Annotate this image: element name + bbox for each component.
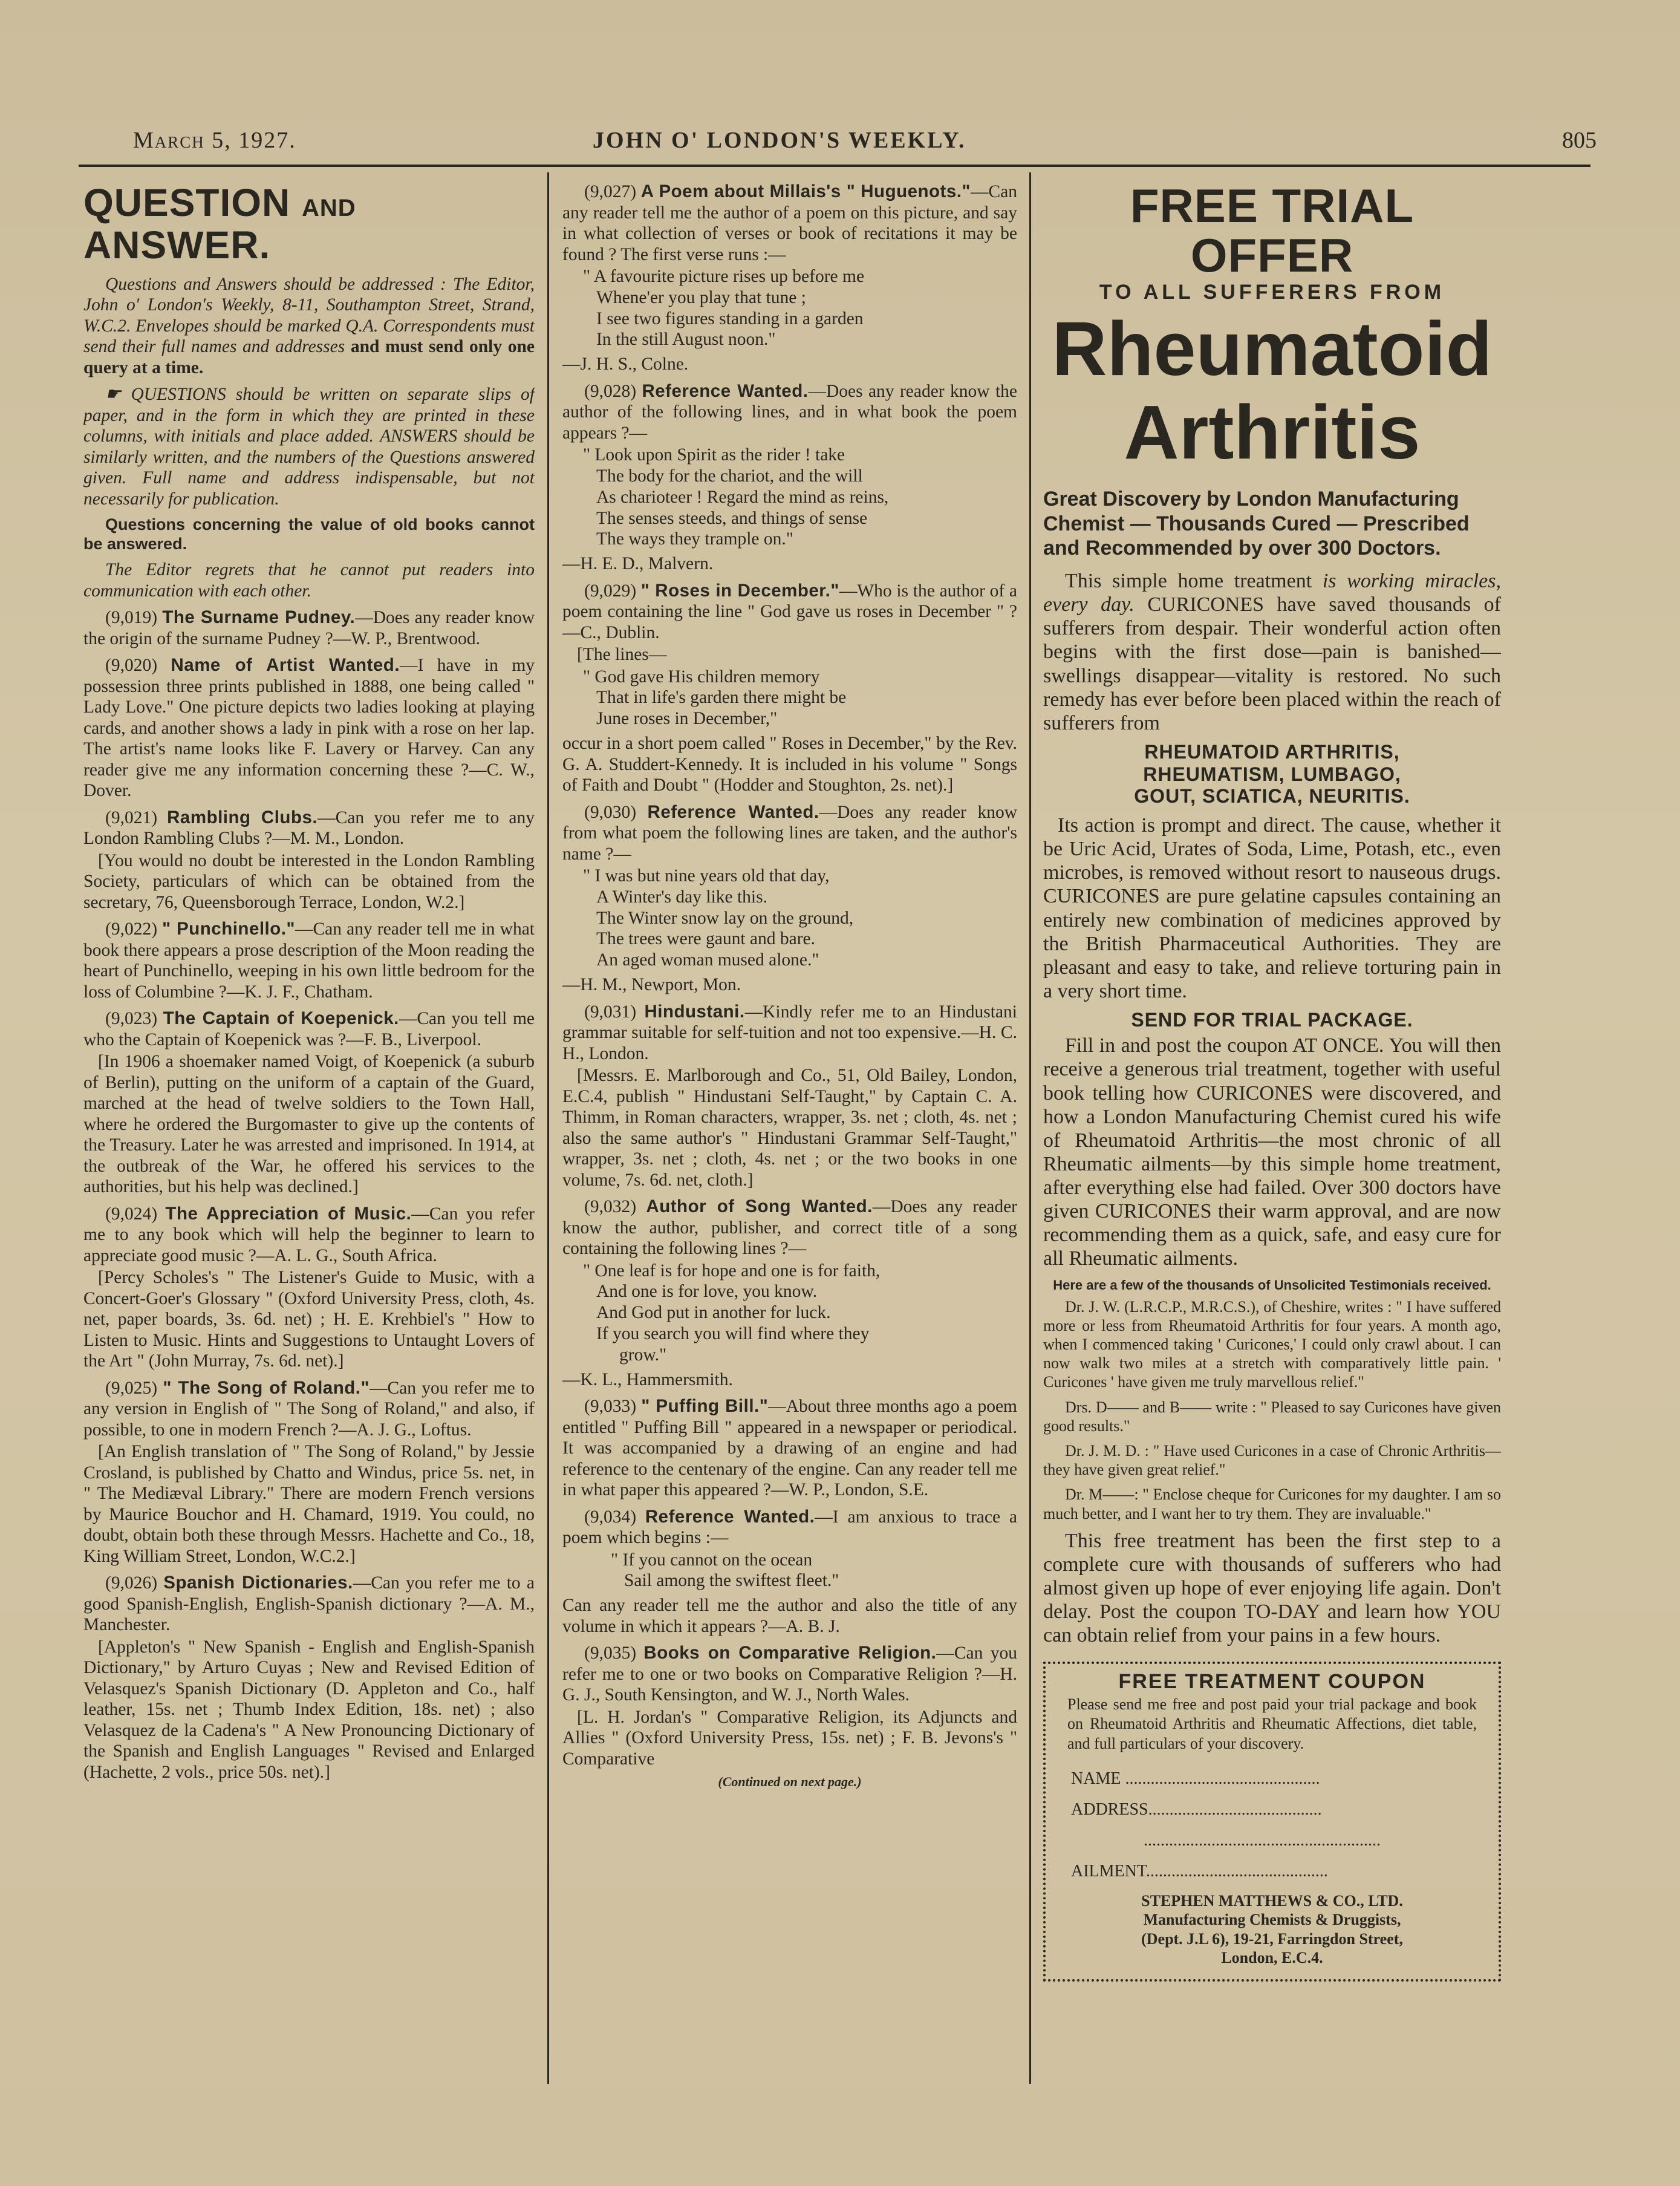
ad-ailment: GOUT, SCIATICA, NEURITIS. bbox=[1134, 785, 1410, 808]
verse-line: " Look upon Spirit as the rider ! take bbox=[583, 445, 845, 465]
company-line: London, E.C.4. bbox=[1221, 1948, 1323, 1966]
title-word-answer: ANSWER. bbox=[83, 223, 271, 267]
question-heading: A Poem about Millais's " Huguenots." bbox=[640, 181, 971, 201]
coupon-ailment-field: AILMENT........................................... bbox=[1071, 1862, 1328, 1881]
question-text: —About three months ago a poem entitled " Puffing Bill " appeared in a newspaper or periodical. It was accompanied by a drawing of an engine and had reference to the centenary of the engine. Can any reader tell me in what paper this appeared ?—W. P., London, S.E. bbox=[562, 1397, 1017, 1500]
coupon-title-wrap bbox=[1067, 1670, 1477, 1695]
verse-line: That in life's garden there might be bbox=[596, 688, 847, 708]
ad-testimonials-heading: Here are a few of the thousands of Unsolicited Testimonials received. bbox=[1053, 1277, 1491, 1293]
company-line: (Dept. J.L 6), 19-21, Farringdon Street, bbox=[1141, 1930, 1403, 1948]
ad-testimonial: Dr. M——: " Enclose cheque for Curicones for my daughter. I am so much better, and I want her to try them. They are invaluable." bbox=[1043, 1486, 1501, 1522]
question-number: (9,025) bbox=[105, 1378, 158, 1398]
question-9035 bbox=[562, 1643, 1017, 1706]
verse-line: The Winter snow lay on the ground, bbox=[596, 908, 854, 928]
intro-address-text: Questions and Answers should be addressed : The Editor, John o' London's Weekly, 8-11, Southampton Street, Strand, W.C.2. Envelopes should be marked Q.A. Correspondents must send their full names and addresses bbox=[83, 274, 535, 357]
question-9021 bbox=[83, 808, 535, 849]
advertisement bbox=[1043, 181, 1501, 2087]
question-9028 bbox=[562, 381, 1017, 444]
coupon-address-field: ADDRESS......................................... bbox=[1071, 1800, 1322, 1819]
verse-line: And God put in another for luck. bbox=[596, 1303, 831, 1323]
verse-line: If you search you will find where they bbox=[596, 1323, 870, 1343]
question-9020 bbox=[83, 655, 535, 801]
section-title bbox=[83, 181, 535, 267]
ad-testimonial: Dr. J. M. D. : " Have used Curicones in a case of Chronic Arthritis—they have given great relief." bbox=[1043, 1442, 1501, 1479]
verse-line: The senses steeds, and things of sense bbox=[596, 508, 868, 528]
question-heading: Reference Wanted. bbox=[647, 801, 819, 822]
ad-subheadline: TO ALL SUFFERERS FROM bbox=[1099, 280, 1445, 304]
question-number: (9,032) bbox=[584, 1197, 637, 1217]
answer-9021: [You would no doubt be interested in the London Rambling Society, particulars of which can be obtained from the secretary, 76, Queensborough Terrace, London, W.2.] bbox=[83, 850, 535, 912]
header-rule bbox=[79, 165, 1590, 167]
signature-9030: —H. M., Newport, Mon. bbox=[562, 975, 741, 995]
verse-line: As charioteer ! Regard the mind as reins, bbox=[596, 487, 889, 507]
question-9023 bbox=[83, 1008, 535, 1050]
treatment-coupon bbox=[1043, 1662, 1501, 1982]
question-9033 bbox=[562, 1396, 1017, 1501]
ad-ailment: RHEUMATISM, LUMBAGO, bbox=[1143, 763, 1401, 785]
coupon-address-line-2: ........................................................ bbox=[1144, 1831, 1381, 1850]
page-header bbox=[85, 127, 1597, 163]
question-number: (9,029) bbox=[584, 581, 637, 601]
answer-9023: [In 1906 a shoemaker named Voigt, of Koepenick (a suburb of Berlin), putting on the uniform of a captain of the Guard, marched at the head of twelve soldiers to the Town Hall, where he ordered the Burgomaster to give up the contents of the Treasury. Later he was arrested and imprisoned. In 1914, at the outbreak of the War, he offered his services to the authorities, but his help was declined.] bbox=[83, 1052, 535, 1197]
question-9031 bbox=[562, 1002, 1017, 1065]
question-9030 bbox=[562, 802, 1017, 865]
question-number: (9,024) bbox=[105, 1204, 158, 1224]
question-heading: The Surname Pudney. bbox=[162, 607, 356, 628]
question-heading: Author of Song Wanted. bbox=[646, 1196, 873, 1217]
verse-line: Sail among the swiftest fleet." bbox=[624, 1571, 839, 1591]
ad-send-heading: SEND FOR TRIAL PACKAGE. bbox=[1131, 1008, 1413, 1031]
question-heading: " Puffing Bill." bbox=[641, 1396, 769, 1417]
verse-9029 bbox=[562, 667, 1017, 729]
question-number: (9,019) bbox=[105, 608, 158, 628]
intro-value-notice: Questions concerning the value of old books cannot be answered. bbox=[83, 515, 535, 553]
ad-text: This simple home treatment bbox=[1065, 570, 1323, 593]
answer-9029: occur in a short poem called " Roses in December," by the Rev. G. A. Studdert-Kennedy. It is included in his volume " Songs of Faith and Doubt " (Hodder and Stoughton, 2s. net).] bbox=[562, 734, 1017, 795]
intro-regret: The Editor regrets that he cannot put readers into communication with each other. bbox=[83, 560, 535, 601]
question-text: —Can any reader tell me in what book there appears a prose description of the Moon reading the heart of Punchinello, weeping in his own little bedroom for the loss of Columbine ?—K. J. F., Chatham. bbox=[83, 919, 535, 1002]
question-text: —Does any reader know the author of the following lines, and in what book the poem appears ?— bbox=[562, 381, 1017, 443]
ad-paragraph-4: This free treatment has been the first step to a complete cure with thousands of sufferers who had almost given up hope of ever enjoying life again. Don't delay. Post the coupon TO-DAY and learn how YOU can obtain relief from your pains in a few hours. bbox=[1043, 1529, 1501, 1647]
verse-9030 bbox=[562, 866, 1017, 971]
followup-9034: Can any reader tell me the author and also the title of any volume in which it appears ?—A. B. J. bbox=[562, 1596, 1017, 1636]
question-heading: Rambling Clubs. bbox=[167, 807, 318, 827]
question-9024 bbox=[83, 1204, 535, 1267]
ad-testimonial: Drs. D—— and B—— write : " Pleased to say Curicones have given good results." bbox=[1043, 1398, 1501, 1435]
answer-9026: [Appleton's " New Spanish - English and English-Spanish Dictionary," by Arturo Cuyas ; New and Revised Edition of Velasquez's Spanish Dictionary (D. Appleton and Co., half leather, 15s. net ; Thumb Index Edition, 18s. net) ; also Velasquez de la Cadena's " A New Pronouncing Dictionary of the Spanish and English Languages " Revised and Enlarged (Hachette, 2 vols., price 50s. net).] bbox=[83, 1637, 535, 1782]
intro-address-bold: and must send only one query at a time. bbox=[83, 337, 535, 377]
question-text: —Does any reader know the author, publisher, and correct title of a song containing the following lines ?— bbox=[562, 1197, 1017, 1259]
question-heading: " The Song of Roland." bbox=[163, 1377, 370, 1398]
question-number: (9,022) bbox=[105, 919, 158, 939]
coupon-text: Please send me free and post paid your trial package and book on Rheumatoid Arthritis and Rheumatic Affections, diet table, and full particulars of your discovery. bbox=[1067, 1695, 1477, 1752]
question-heading: " Punchinello." bbox=[162, 919, 295, 939]
ad-ailment-list bbox=[1043, 741, 1501, 808]
title-word-and: AND bbox=[302, 195, 356, 221]
question-text: —Can you refer me to any book which will help the beginner to learn to appreciate good music ?—A. L. G., South Africa. bbox=[83, 1204, 535, 1265]
coupon-name-field: NAME .............................................. bbox=[1071, 1769, 1320, 1789]
question-heading: The Captain of Koepenick. bbox=[163, 1008, 399, 1029]
verse-line: An aged woman mused alone." bbox=[596, 950, 819, 970]
question-number: (9,021) bbox=[105, 808, 158, 827]
question-heading: Reference Wanted. bbox=[642, 380, 809, 401]
question-9029 bbox=[562, 581, 1017, 644]
question-heading: The Appreciation of Music. bbox=[165, 1203, 412, 1224]
column-divider-2 bbox=[1029, 172, 1031, 2084]
question-9034 bbox=[562, 1507, 1017, 1548]
answer-9025: [An English translation of " The Song of Roland," by Jessie Crosland, is published by Chatto and Windus, price 5s. net, in " The Mediæval Library." There are modern French versions by Maurice Bouchor and H. Chamard, 1919. You could, no doubt, obtain both these through Messrs. Hachette and Co., 18, King William Street, London, W.C.2.] bbox=[83, 1442, 535, 1566]
ad-paragraph-3: Fill in and post the coupon AT ONCE. You will then receive a generous trial treatment, together with useful book telling how CURICONES were discovered, and how a London Manufacturing Chemist cured his wife of Rheumatoid Arthritis—the most chronic of all Rheumatic ailments—by this simple home treatment, after everything else had failed. Over 300 doctors have given CURICONES their warm approval, and are now recommending them as a quick, safe, and easy cure for all Rheumatic ailments. bbox=[1043, 1034, 1501, 1270]
verse-line: June roses in December," bbox=[596, 709, 778, 729]
question-heading: Spanish Dictionaries. bbox=[163, 1573, 353, 1593]
question-9025 bbox=[83, 1378, 535, 1441]
paper-title: JOHN O' LONDON'S WEEKLY. bbox=[593, 128, 966, 153]
verse-line: And one is for love, you know. bbox=[596, 1282, 818, 1302]
verse-line: grow." bbox=[619, 1345, 667, 1365]
page-number: 805 bbox=[1562, 128, 1597, 153]
verse-line: " A favourite picture rises up before me bbox=[583, 267, 865, 286]
column-1 bbox=[83, 181, 535, 2087]
ad-testimonial: Dr. J. W. (L.R.C.P., M.R.C.S.), of Cheshire, writes : " I have suffered more or less from Rheumatoid Arthritis for four years. A month ago, when I commenced taking ' Curicones,' I could only crawl about. I can now walk two miles at a stretch with comparatively little pain. ' Curicones ' have given me truly marvellous relief." bbox=[1043, 1297, 1501, 1391]
question-text: —Kindly refer me to an Hindustani grammar suitable for self-tuition and not too expensive.—H. C. H., London. bbox=[562, 1002, 1017, 1063]
verse-9032 bbox=[562, 1261, 1017, 1366]
question-number: (9,030) bbox=[584, 802, 637, 822]
question-text: —Can you tell me who the Captain of Koepenick was ?—F. B., Liverpool. bbox=[83, 1009, 535, 1049]
verse-line: In the still August noon." bbox=[596, 330, 776, 350]
question-number: (9,028) bbox=[584, 381, 637, 401]
issue-date: March 5, 1927. bbox=[133, 128, 296, 153]
title-word-question: QUESTION bbox=[83, 181, 291, 224]
verse-line: The ways they trample on." bbox=[596, 529, 793, 549]
ad-title-rheumatoid: Rheumatoid bbox=[1052, 305, 1493, 391]
question-9027 bbox=[562, 181, 1017, 265]
question-9019 bbox=[83, 607, 535, 649]
question-number: (9,031) bbox=[584, 1002, 637, 1022]
verse-9034 bbox=[562, 1550, 1017, 1592]
column-2 bbox=[562, 181, 1017, 2087]
intro-questions: ☛ QUESTIONS should be written on separate slips of paper, and in the form in which they are printed in these columns, with initials and place added. ANSWERS should be similarly written, and the numbers of the Questions answered given. Full name and address indispensable, but not necessarily for publication. bbox=[83, 385, 535, 509]
verse-line: The body for the chariot, and the will bbox=[596, 466, 863, 486]
question-number: (9,027) bbox=[584, 182, 637, 201]
verse-line: " One leaf is for hope and one is for faith, bbox=[583, 1261, 881, 1281]
question-heading: Reference Wanted. bbox=[645, 1506, 815, 1527]
company-line: Manufacturing Chemists & Druggists, bbox=[1143, 1911, 1401, 1929]
signature-9027: —J. H. S., Colne. bbox=[562, 354, 689, 374]
question-heading: Hindustani. bbox=[644, 1001, 745, 1022]
question-text: —Does any reader know the origin of the surname Pudney ?—W. P., Brentwood. bbox=[83, 608, 535, 648]
verse-line: I see two figures standing in a garden bbox=[596, 308, 864, 328]
question-number: (9,033) bbox=[584, 1397, 637, 1417]
continued-note: (Continued on next page.) bbox=[718, 1774, 862, 1790]
question-heading: Name of Artist Wanted. bbox=[171, 655, 400, 676]
question-text: —Can you refer me to any London Rambling Clubs ?—M. M., London. bbox=[83, 808, 535, 849]
question-9026 bbox=[83, 1573, 535, 1636]
question-number: (9,026) bbox=[105, 1573, 158, 1593]
ad-headline: FREE TRIAL OFFER bbox=[1130, 181, 1415, 282]
ad-ailment: RHEUMATOID ARTHRITIS, bbox=[1144, 740, 1400, 763]
ad-paragraph-1 bbox=[1043, 569, 1501, 735]
question-text: —I have in my possession three prints published in 1888, one being called " Lady Love." One picture depicts two ladies looking at playing cards, and another shows a lady in pink with a rose on her lap. The artist's name looks like F. Lavery or Harvey. Can any reader give me any information concerning these ?—C. W., Dover. bbox=[83, 656, 535, 801]
question-text: —Can you refer me to any version in English of " The Song of Roland," and also, if possible, to one in modern French ?—A. J. G., Loftus. bbox=[83, 1378, 535, 1440]
question-9022 bbox=[83, 919, 535, 1002]
verse-line: " I was but nine years old that day, bbox=[583, 866, 830, 886]
question-text: —I am anxious to trace a poem which begins :— bbox=[562, 1507, 1017, 1548]
answer-9024: [Percy Scholes's " The Listener's Guide to Music, with a Concert-Goer's Glossary " (Oxford University Press, cloth, 4s. net, paper boards, 3s. 6d. net) ; H. E. Krehbiel's " How to Listen to Music. Hints and Suggestions to Untaught Lovers of the Art " (John Murray, 7s. 6d. net).] bbox=[83, 1268, 535, 1371]
verse-line: The trees were gaunt and bare. bbox=[596, 929, 816, 949]
signature-9032: —K. L., Hammersmith. bbox=[562, 1369, 733, 1389]
question-text: —Does any reader know from what poem the following lines are taken, and the author's name ?— bbox=[562, 802, 1017, 864]
ad-tagline: Great Discovery by London Manufacturing Chemist — Thousands Cured — Prescribed and Recommended by over 300 Doctors. bbox=[1043, 487, 1470, 560]
question-number: (9,023) bbox=[105, 1009, 158, 1029]
coupon-fields bbox=[1067, 1768, 1477, 1882]
question-number: (9,034) bbox=[584, 1507, 637, 1527]
company-address bbox=[1067, 1891, 1477, 1967]
verse-line: " God gave His children memory bbox=[583, 667, 820, 687]
ad-text-italic: is working miracles, every day. bbox=[1043, 570, 1501, 616]
question-heading: Books on Comparative Religion. bbox=[643, 1643, 937, 1663]
question-heading: " Roses in December." bbox=[640, 580, 839, 601]
signature-9028: —H. E. D., Malvern. bbox=[562, 554, 714, 574]
question-9032 bbox=[562, 1196, 1017, 1259]
question-text: —Can any reader tell me the author of a poem on this picture, and say in what collection of verses or book of recitations it may be found ? The first verse runs :— bbox=[562, 182, 1017, 264]
question-text: —Can you refer me to one or two books on Comparative Religion ?—H. G. J., South Kensington, and W. J., North Wales. bbox=[562, 1643, 1017, 1705]
ad-paragraph-2: Its action is prompt and direct. The cause, whether it be Uric Acid, Urates of Soda, Lime, Potash, etc., even microbes, is removed without resort to nauseous drugs. CURICONES are pure gelatine capsules containing an entirely new combination of medicines approved by the British Pharmaceutical Authorities. They are pleasant and easy to take, and relieve torturing pain in a very short time. bbox=[1043, 814, 1501, 1002]
ad-text: CURICONES have saved thousands of sufferers from despair. Their wonderful action often begins with the first dose—pain is banished—swellings disappear—vitality is restored. No such remedy has ever before been placed within the reach of sufferers from bbox=[1043, 593, 1501, 734]
question-number: (9,020) bbox=[105, 656, 158, 676]
coupon-title: FREE TREATMENT COUPON bbox=[1113, 1669, 1432, 1695]
company-name: STEPHEN MATTHEWS & CO., LTD. bbox=[1141, 1892, 1403, 1910]
question-text: —Who is the author of a poem containing the line " God gave us roses in December " ?—C., Dublin. bbox=[562, 581, 1017, 642]
question-number: (9,035) bbox=[584, 1643, 637, 1663]
verse-line: A Winter's day like this. bbox=[596, 887, 767, 907]
verse-9027 bbox=[562, 266, 1017, 350]
answer-9031: [Messrs. E. Marlborough and Co., 51, Old Bailey, London, E.C.4, publish " Hindustani Self-Taught," by Captain C. A. Thimm, in Roman characters, wrapper, 3s. net ; cloth, 4s. net ; also the same author's " Hindustani Grammar Self-Taught," wrapper, 3s. net ; cloth, 4s. net ; or the two books in one volume, 7s. 6d. net, cloth.] bbox=[562, 1066, 1017, 1190]
verse-line: " If you cannot on the ocean bbox=[611, 1550, 813, 1570]
intro-address bbox=[83, 274, 535, 379]
answer-9035: [L. H. Jordan's " Comparative Religion, its Adjuncts and Allies " (Oxford University Press, 15s. net) ; F. B. Jevons's " Comparative bbox=[562, 1707, 1017, 1769]
verse-line: Whene'er you play that tune ; bbox=[596, 287, 806, 307]
column-divider-1 bbox=[547, 172, 549, 2084]
ad-title-arthritis: Arthritis bbox=[1124, 390, 1421, 475]
verse-9028 bbox=[562, 445, 1017, 550]
question-text: —Can you refer me to a good Spanish-English, English-Spanish dictionary ?—A. M., Manchester. bbox=[83, 1573, 535, 1635]
answer-9029-intro: [The lines— bbox=[577, 645, 667, 665]
